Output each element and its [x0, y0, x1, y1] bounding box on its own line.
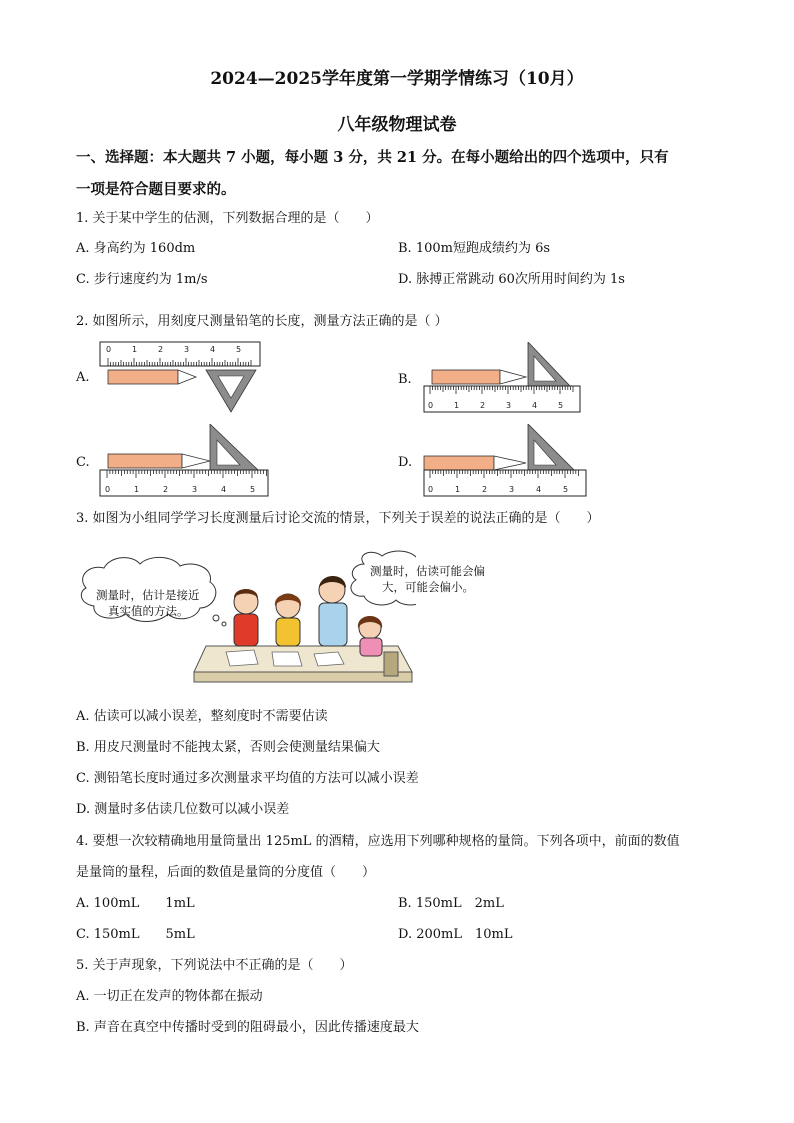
tick-label: 3 [192, 485, 198, 494]
tick-label: 2 [158, 345, 164, 354]
section-heading-line2: 一项是符合题目要求的。 [76, 181, 236, 198]
q2-option-b-label: B. [398, 372, 412, 387]
q4-option-d: D. 200mL 10mL [398, 927, 513, 942]
tick-label: 1 [132, 345, 138, 354]
bubble-left-line2: 真实值的方法。 [108, 604, 189, 618]
tick-label: 1 [134, 485, 140, 494]
q2-figure-c [98, 424, 273, 500]
tick-label: 3 [184, 345, 190, 354]
page-title: 2024—2025学年度第一学期学情练习（10月） [210, 69, 584, 89]
q1-option-b: B. 100m短跑成绩约为 6s [398, 241, 551, 256]
q3-option-b: B. 用皮尺测量时不能拽太紧，否则会使测量结果偏大 [76, 740, 380, 755]
q1-option-c: C. 步行速度约为 1m/s [76, 272, 208, 287]
q2-option-c-label: C. [76, 455, 90, 470]
q3-stem: 3. 如图为小组同学学习长度测量后讨论交流的情景，下列关于误差的说法正确的是（ ） [76, 511, 600, 526]
student-body [360, 638, 382, 656]
q2-figure-b [422, 342, 582, 414]
section-heading-line1: 一、选择题：本大题共 7 小题，每小题 3 分，共 21 分。在每小题给出的四个选项中，只有 [76, 149, 669, 166]
q5-option-b: B. 声音在真空中传播时受到的阻碍最小，因此传播速度最大 [76, 1020, 419, 1035]
q2-figure-a [96, 340, 266, 415]
q2-figure-d [422, 424, 590, 500]
pencil-body [424, 456, 494, 470]
pencil-body [108, 454, 182, 468]
q4-option-b: B. 150mL 2mL [398, 896, 504, 911]
tick-label: 1 [455, 485, 461, 494]
q3-option-c: C. 测铅笔长度时通过多次测量求平均值的方法可以减小误差 [76, 771, 419, 786]
pencil-body [432, 370, 500, 384]
tick-label: 5 [250, 485, 256, 494]
bubble-right-line1: 测量时，估读可能会偏 [370, 564, 485, 578]
q2-option-d-label: D. [398, 455, 413, 470]
q5-stem: 5. 关于声现象，下列说法中不正确的是（ ） [76, 958, 353, 973]
student-body [276, 618, 300, 646]
tick-label: 3 [506, 401, 512, 410]
tick-label: 5 [558, 401, 564, 410]
q1-stem: 1. 关于某中学生的估测，下列数据合理的是（ ） [76, 211, 379, 226]
tick-label: 2 [480, 401, 486, 410]
pencil-tip [182, 454, 210, 468]
bubble-left-line1: 测量时，估计是接近 [96, 588, 200, 602]
tick-label: 4 [210, 345, 216, 354]
pencil-tip [178, 370, 196, 384]
tick-label: 5 [563, 485, 569, 494]
tick-label: 0 [105, 485, 111, 494]
student-body [234, 614, 258, 646]
tick-label: 5 [236, 345, 242, 354]
tick-label: 0 [428, 401, 434, 410]
bubble-right-line2: 大，可能会偏小。 [382, 580, 474, 594]
q4-option-a: A. 100mL 1mL [76, 896, 195, 911]
tick-label: 0 [428, 485, 434, 494]
q2-stem: 2. 如图所示，用刻度尺测量铅笔的长度，测量方法正确的是（ ） [76, 314, 448, 329]
q1-option-a: A. 身高约为 160dm [76, 241, 196, 256]
tick-label: 0 [106, 345, 112, 354]
q5-option-a: A. 一切正在发声的物体都在振动 [76, 989, 263, 1004]
pencil-tip [494, 456, 526, 470]
tick-label: 3 [509, 485, 515, 494]
q2-option-a-label: A. [76, 370, 90, 385]
pencil-body [108, 370, 178, 384]
student-body [319, 603, 347, 646]
tick-label: 2 [482, 485, 488, 494]
tick-label: 4 [536, 485, 542, 494]
q4-stem-line2: 是量筒的量程，后面的数值是量筒的分度值（ ） [76, 865, 376, 880]
q3-option-d: D. 测量时多估读几位数可以减小误差 [76, 802, 290, 817]
q1-option-d: D. 脉搏正常跳动 60次所用时间约为 1s [398, 272, 625, 287]
tick-label: 4 [532, 401, 538, 410]
q3-option-a: A. 估读可以减小误差，整刻度时不需要估读 [76, 709, 328, 724]
tick-label: 4 [221, 485, 227, 494]
page-subtitle: 八年级物理试卷 [337, 115, 457, 135]
tick-label: 1 [454, 401, 460, 410]
tick-label: 2 [163, 485, 169, 494]
q4-option-c: C. 150mL 5mL [76, 927, 195, 942]
pencil-tip [500, 370, 526, 384]
q4-stem-line1: 4. 要想一次较精确地用量筒量出 125mL 的酒精，应选用下列哪种规格的量筒。下列各项中，前面的数值 [76, 834, 680, 849]
